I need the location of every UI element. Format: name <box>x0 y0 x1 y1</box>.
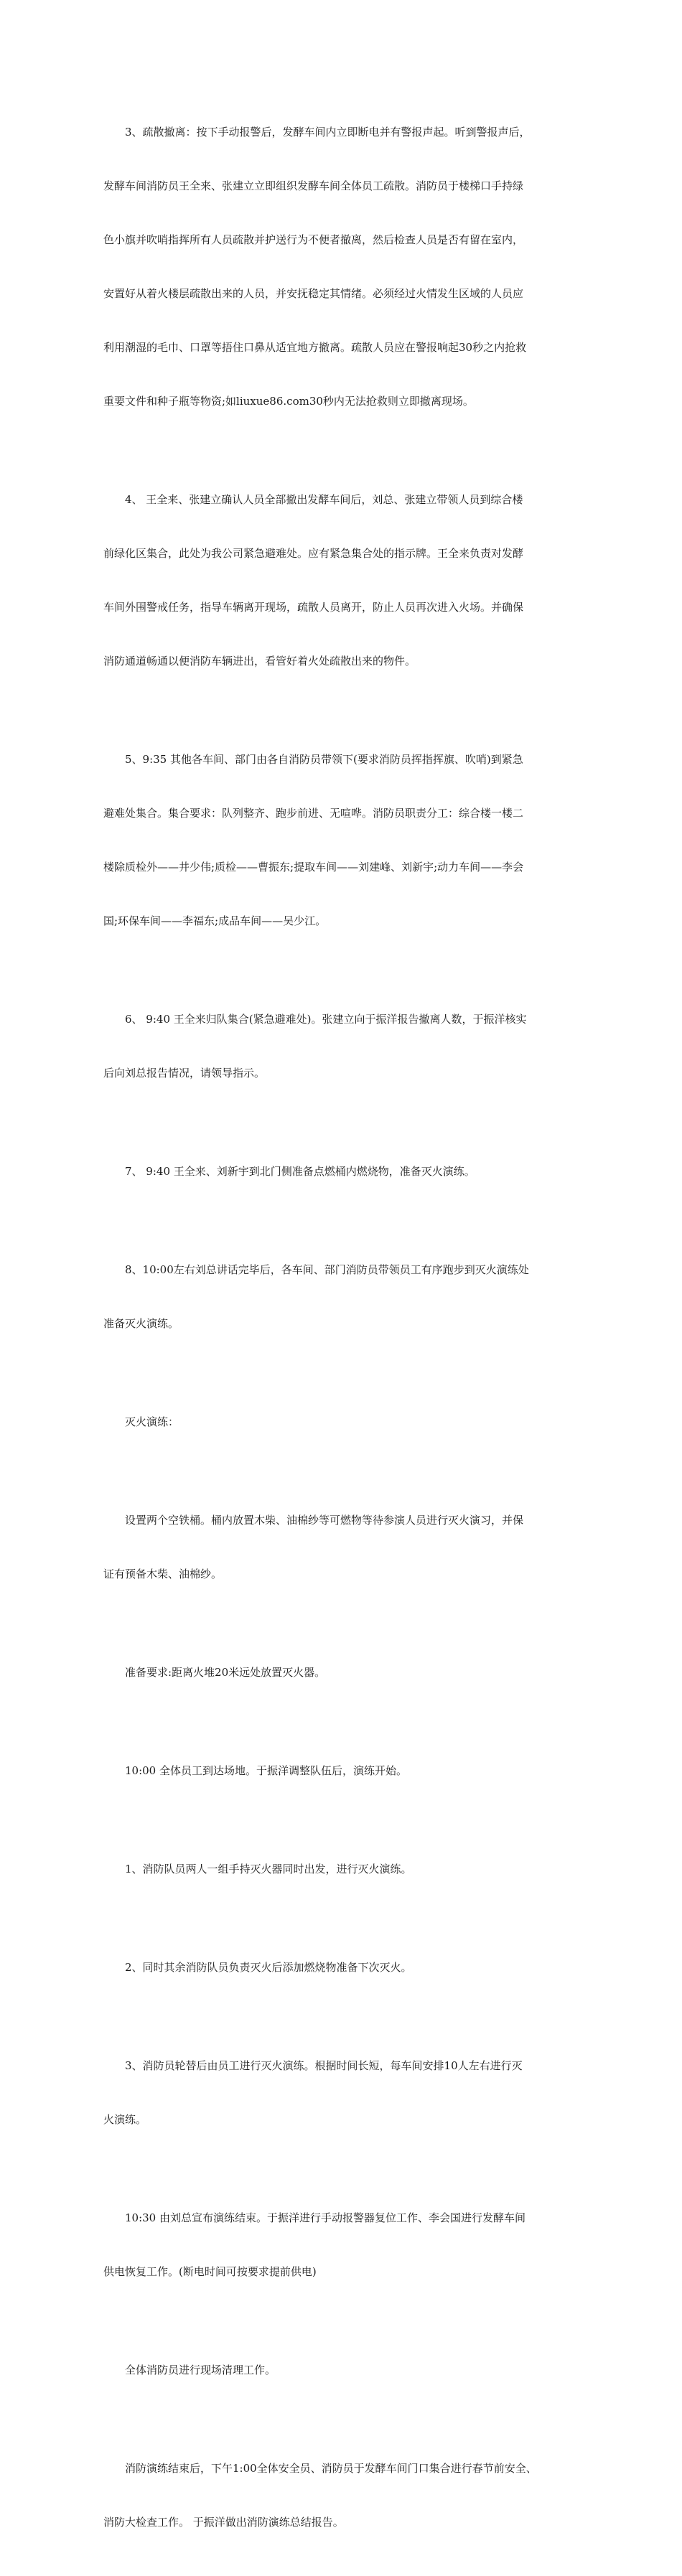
section-heading <box>103 1377 584 1467</box>
text-line: 避难处集合。集合要求：队列整齐、跑步前进、无喧哗。消防员职责分工：综合楼一楼二 <box>103 807 524 820</box>
text-line: 消防通道畅通以便消防车辆进出，看管好着火处疏散出来的物件。 <box>103 655 416 668</box>
text-line: 全体消防员进行现场清理工作。 <box>125 2364 276 2376</box>
text-line: 10:30 由刘总宣布演练结束。于振洋进行手动报警器复位工作、李会国进行发酵车间 <box>125 2211 525 2224</box>
paragraph-step-3 <box>103 2021 584 2165</box>
paragraph-departments <box>103 715 584 966</box>
paragraph-start <box>103 1726 584 1816</box>
paragraph-end <box>103 2173 584 2317</box>
text-line: 准备要求:距离火堆20米远处放置灭火器。 <box>125 1666 326 1679</box>
text-line: 3、疏散撤离：按下手动报警后，发酵车间内立即断电并有警报声起。听到警报声后， <box>125 126 531 139</box>
paragraph-evacuation <box>103 88 584 446</box>
text-line: 7、 9:40 王全来、刘新宇到北门侧准备点燃桶内燃烧物，准备灭火演练。 <box>125 1165 475 1178</box>
text-line: 火演练。 <box>103 2113 147 2126</box>
text-line: 3、消防员轮替后由员工进行灭火演练。根据时间长短，每车间安排10人左右进行灭 <box>125 2059 523 2072</box>
text-line: 5、9:35 其他各车间、部门由各自消防员带领下(要求消防员挥指挥旗、吹哨)到紧急 <box>125 753 523 766</box>
paragraph-setup <box>103 1476 584 1619</box>
paragraph-cleanup <box>103 2326 584 2415</box>
text-line: 楼除质检外——井少伟;质检——曹振东;提取车间——刘建峰、刘新宇;动力车间——李会 <box>103 861 524 874</box>
paragraph-requirement <box>103 1628 584 1718</box>
text-line: 消防大检查工作。 于振洋做出消防演练总结报告。 <box>103 2516 344 2529</box>
document-page <box>103 88 584 2576</box>
paragraph-step-2 <box>103 1923 584 2013</box>
text-line: 消防演练结束后，下午1:00全体安全员、消防员于发酵车间门口集合进行春节前安全、 <box>125 2462 537 2475</box>
paragraph-step-1 <box>103 1825 584 1914</box>
paragraph-speech <box>103 1225 584 1369</box>
text-line: 重要文件和种子瓶等物资;如liuxue86.com30秒内无法抢救则立即撤离现场。 <box>103 395 474 408</box>
paragraph-inspection <box>103 2424 584 2567</box>
text-line: 2、同时其余消防队员负责灭火后添加燃烧物准备下次灭火。 <box>125 1961 412 1974</box>
text-line: 证有预备木柴、油棉纱。 <box>103 1568 223 1580</box>
paragraph-assembly <box>103 455 584 706</box>
text-line: 10:00 全体员工到达场地。于振洋调整队伍后，演练开始。 <box>125 1764 407 1777</box>
text-line: 灭火演练： <box>125 1415 179 1428</box>
text-line: 利用潮湿的毛巾、口罩等捂住口鼻从适宜地方撤离。疏散人员应在警报响起30秒之内抢救 <box>103 341 527 354</box>
text-line: 车间外围警戒任务，指导车辆离开现场，疏散人员离开，防止人员再次进入火场。并确保 <box>103 601 524 614</box>
text-line: 1、消防队员两人一组手持灭火器同时出发，进行灭火演练。 <box>125 1863 412 1875</box>
text-line: 4、 王全来、张建立确认人员全部撤出发酵车间后，刘总、张建立带领人员到综合楼 <box>125 493 523 506</box>
text-line: 设置两个空铁桶。桶内放置木柴、油棉纱等可燃物等待参演人员进行灭火演习，并保 <box>125 1514 524 1527</box>
text-line: 前绿化区集合，此处为我公司紧急避难处。应有紧急集合处的指示牌。王全来负责对发酵 <box>103 547 524 560</box>
text-line: 发酵车间消防员王全来、张建立立即组织发酵车间全体员工疏散。消防员于楼梯口手持绿 <box>103 179 524 192</box>
text-line: 供电恢复工作。(断电时间可按要求提前供电) <box>103 2265 317 2278</box>
text-line: 色小旗并吹哨指挥所有人员疏散并护送行为不便者撤离，然后检查人员是否有留在室内， <box>103 233 524 246</box>
text-line: 6、 9:40 王全来归队集合(紧急避难处)。张建立向于振洋报告撤离人数，于振洋核实 <box>125 1013 527 1026</box>
text-line: 8、10:00左右刘总讲话完毕后，各车间、部门消防员带领员工有序跑步到灭火演练处 <box>125 1263 529 1276</box>
text-line: 国;环保车间——李福东;成品车间——吴少江。 <box>103 914 327 927</box>
text-line: 后向刘总报告情况，请领导指示。 <box>103 1067 266 1079</box>
paragraph-report <box>103 975 584 1118</box>
paragraph-ignite <box>103 1127 584 1217</box>
text-line: 安置好从着火楼层疏散出来的人员，并安抚稳定其情绪。必须经过火情发生区域的人员应 <box>103 287 524 300</box>
text-line: 准备灭火演练。 <box>103 1317 179 1330</box>
